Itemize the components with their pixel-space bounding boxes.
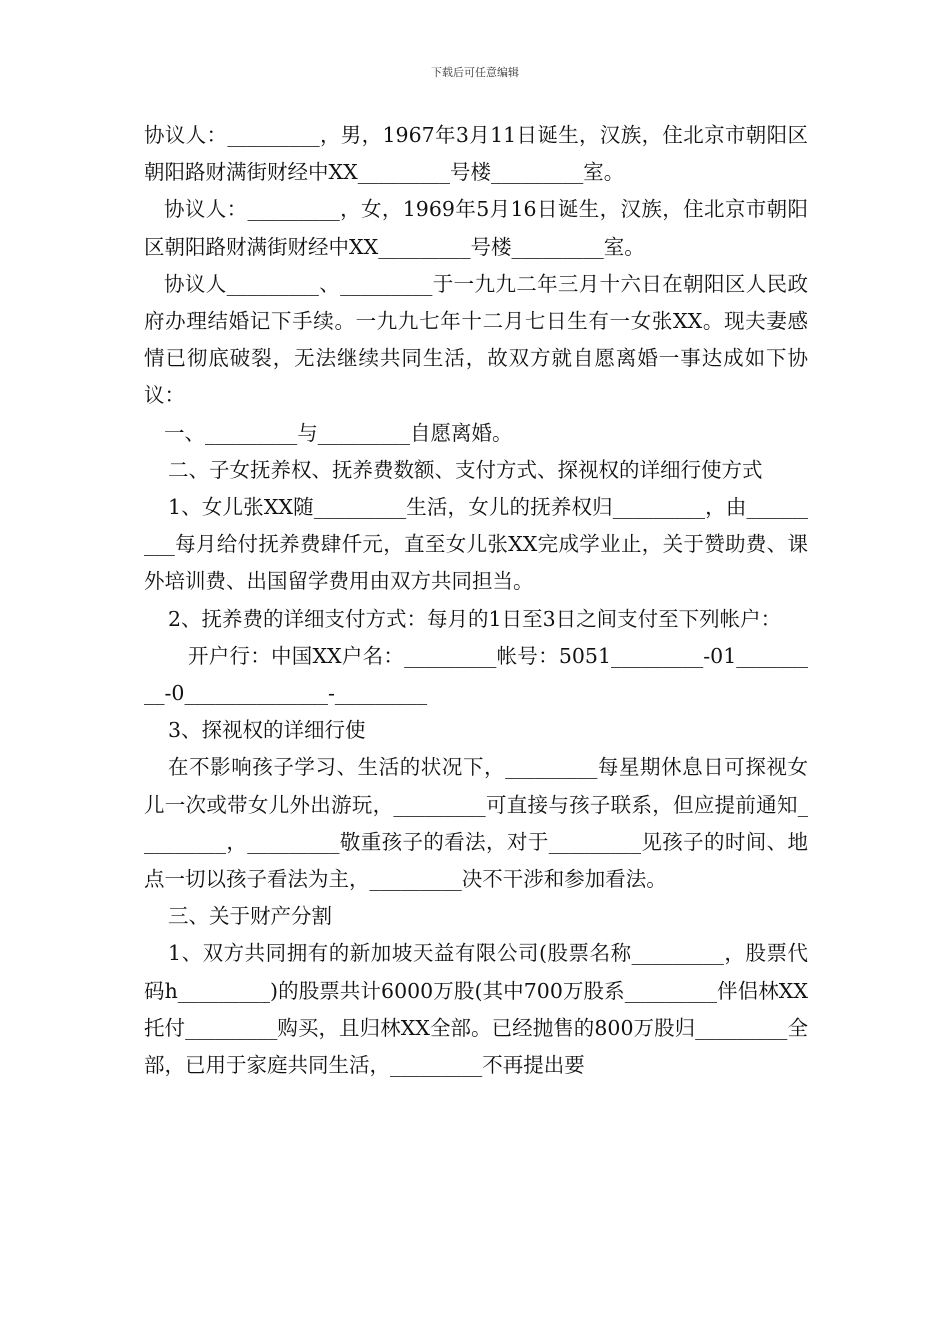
header-note: 下载后可任意编辑 (431, 66, 519, 79)
paragraph-party-1: 协议人：_________，男，1967年3月11日诞生，汉族，住北京市朝阳区朝阳路财满街财经中XX_________号楼_________室。 (144, 123, 808, 185)
paragraph-marriage-background: 协议人_________、_________于一九九二年三月十六日在朝阳区人民政府办理结婚记下手续。一九九七年十二月七日生有一女张XX。现夫妻感情已彻底破裂，无法继续共同生活，故双方就自愿离婚一事达成如下协议： (144, 271, 808, 408)
document-body (144, 117, 808, 1084)
paragraph-visitation: 在不影响孩子学习、生活的状况下，_________每星期休息日可探视女儿一次或带女儿外出游玩，_________可直接与孩子联系，但应提前通知_________，_________敬重孩子的看法，对于_________见孩子的时间、地点一切以孩子看法为主，_________决不干涉和参加看法。 (144, 755, 808, 892)
paragraph-custody: 1、女儿张XX随_________生活，女儿的抚养权归_________，由_________每月给付抚养费肆仟元，直至女儿张XX完成学业止，关于赞助费、课外培训费、出国留学费用由双方共同担当。 (144, 495, 808, 594)
paragraph-clause-1: 一、_________与_________自愿离婚。 (164, 420, 513, 445)
paragraph-clause-3-heading: 三、关于财产分割 (168, 904, 332, 929)
paragraph-visitation-heading: 3、探视权的详细行使 (168, 718, 366, 743)
paragraph-payment-method: 2、抚养费的详细支付方式：每月的1日至3日之间支付至下列帐户： (168, 606, 782, 631)
paragraph-bank-account: 开户行：中国XX户名：_________帐号：5051_________-01_________-0______________-_________ (144, 643, 808, 706)
paragraph-party-2: 协议人：_________，女，1969年5月16日诞生，汉族，住北京市朝阳区朝阳路财满街财经中XX_________号楼_________室。 (144, 197, 808, 259)
paragraph-clause-2-heading: 二、子女抚养权、抚养费数额、支付方式、探视权的详细行使方式 (168, 457, 763, 482)
paragraph-property-shares: 1、双方共同拥有的新加坡天益有限公司(股票名称_________，股票代码h_________)的股票共计6000万股(其中700万股系_________伴侣林XX托付_________购买，且归林XX全部。已经抛售的800万股归_________全部，已用于家庭共同生活，_________不再提出要 (144, 941, 808, 1078)
